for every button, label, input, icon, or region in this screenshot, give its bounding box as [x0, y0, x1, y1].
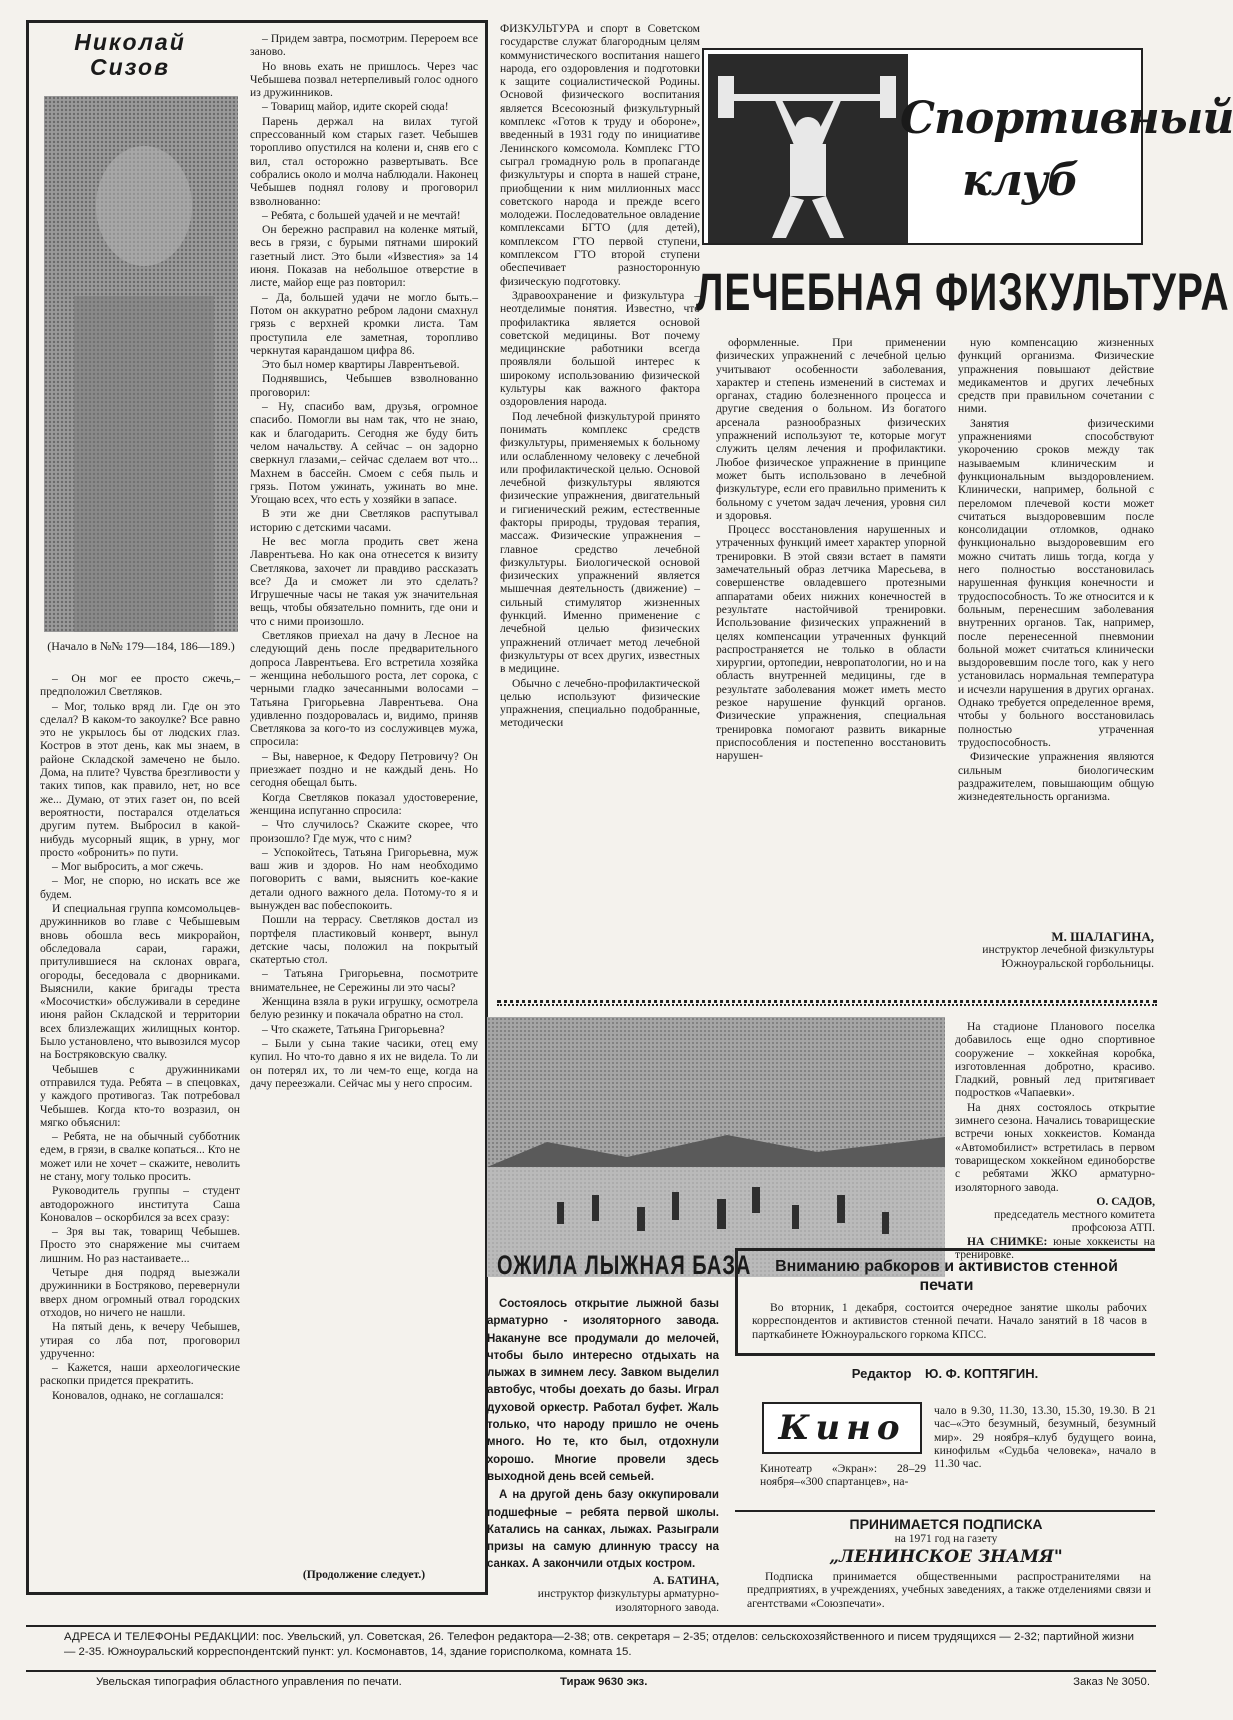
- serial-paragraph: – Зря вы так, товарищ Чебышев. Просто это снаряжение мы считаем лишним. Но раз настаиваете...: [40, 1225, 240, 1265]
- sportclub-paragraph: Физические упражнения являются сильным биологическим раздражителем, повышающим общую жизнедеятельность организма.: [958, 750, 1154, 804]
- serial-paragraph: – Что случилось? Скажите скорее, что произошло? Где муж, что с ним?: [250, 818, 478, 845]
- sportclub-column-1: [716, 336, 946, 993]
- author-portrait: [44, 96, 238, 632]
- fizkultura-lead-text: ФИЗКУЛЬТУРА и спорт в Советском государстве служат благородным целям коммунистического воспитания нашего народа, его оздоровления и подготовки к защите социалистической Родины. Основой физического воспитания является Всесоюзный физкультурный комплекс «Готов к труду и обороне», введенный в 1931 году по инициативе Ленинского комсомола. Комплекс ГТО сыграл громадную роль в пропаганде физкультуры и спорта в нашей стране, приобщении к ним миллионных масс советского народа и прежде всего молодежи. Последовательное овладение комплексами БГТО (для детей), комплексом ГТО первой ступени, комплексом ГТО второй ступени обеспечивает разносторонную физическую подготовку.: [500, 22, 700, 288]
- serial-paragraph: – Да, большей удачи не могло быть.– Потом он аккуратно ребром ладони смахнул грязь с верхней кромки листа. Там проступила еле заметная, торопливо черкнутая карандашом цифра 86.: [250, 290, 478, 357]
- serial-paragraph: – Ребята, с большей удачей и не мечтай!: [262, 208, 461, 222]
- serial-paragraph: Руководитель группы – студент автодорожного института Саша Коновалов – оскорбился за всех сразу:: [40, 1184, 240, 1224]
- hockey-text-1: На стадионе Планового поселка добавилось еще одно спортивное сооружение – хоккейная коробка, изготовленная добротно, красиво. Гладкий, ровный лед притягивает подростков «Чапаевки».: [955, 1020, 1155, 1100]
- serial-paragraph: Это был номер квартиры Лаврентьевой.: [262, 358, 460, 372]
- serial-paragraph: И специальная группа комсомольцев-дружинников во главе с Чебышевым вновь обошла весь микрорайон, обследовала сараи, гаражи, притулившиеся на склонах оврага, огороды, беседовала с дворниками. Выяснили, какие бригады треста «Мосочистки» обслуживали в середине июня район Складской и территории всех близлежащих жилищных контор. Было установлено, что вывозился мусор на Бостряковскую свалку.: [40, 902, 240, 1062]
- footer-printer: Увельская типография областного управления по печати.: [96, 1676, 402, 1688]
- serial-paragraph: Чебышев с дружинниками отправился туда. Ребята – в спецовках, у каждого противогаз. Так потребовал Чебышев. Когда кто-то возразил, он мягко объяснил:: [40, 1062, 240, 1129]
- serial-paragraph: – Мог, только вряд ли. Где он это сделал? В каком-то закоулке? Все равно это не укрылось бы от людских глаз. Костров в этот день, как мы знаем, в районе Складской замечено не было. Дома, на плите? Чувства брезгливости у таких типов, как правило, нет, но все же... Думаю, от этих газет он, по всей вероятности, постарался отделаться другим путем. Выбросил в какой-нибудь мусорный ящик, в урну, мог просто «обронить» по пути.: [40, 699, 240, 859]
- subscription-block: [735, 1516, 1157, 1611]
- ski-signature-role: инструктор физкультуры арматурно-изоляторного завода.: [537, 1587, 719, 1614]
- editor-line: [740, 1366, 1150, 1386]
- subscription-title: ПРИНИМАЕТСЯ ПОДПИСКА: [849, 1516, 1043, 1532]
- serial-paragraph: Он бережно расправил на коленке мятый, весь в грязи, с бурыми пятнами широкий газетный лист. Это были «Известия» за 14 июня. Показав на небольшое отверстие в листе, майор еще раз повторил:: [250, 223, 478, 290]
- serial-paragraph: – Ну, спасибо вам, друзья, огромное спасибо. Помогли вы нам так, что не знаю, как и благодарить. Сегодня же буду бить челом начальству. А сейчас – он задорно сверкнул глазами,– сейчас сделаем вот что... Махнем в бассейн. Смоем с себя пыль и грязь. Потом ужинать, ужинать во мне. Угощаю всех, что есть у хозяйки в запасе.: [250, 400, 478, 507]
- serial-paragraph: Не вес могла продить свет жена Лаврентьева. Но как она отнесется к визиту Светлякова, захочет ли правдиво рассказать все? Да и сможет ли это сделать? Игрушечные часы не такая уж значительная вещь, чтобы обязательно помнить, где они и что с ними произошло.: [250, 534, 478, 628]
- serial-paragraph: – Придем завтра, посмотрим. Перероем все заново.: [250, 32, 478, 59]
- serial-paragraph: В эти же дни Светляков распутывал историю с детскими часами.: [250, 507, 478, 534]
- editor-label: Редактор: [851, 1366, 912, 1381]
- portrait-image: [44, 96, 238, 632]
- footer-rule-2: [26, 1670, 1156, 1672]
- serial-author: Николай Сизов: [74, 29, 186, 80]
- kino-rule: [735, 1510, 1155, 1512]
- notice-title: Вниманию рабкоров и активистов стенной печати: [775, 1258, 1118, 1294]
- serial-paragraph: На пятый день, к вечеру Чебышев, утирая со лба пот, проговорил удрученно:: [40, 1320, 240, 1360]
- serial-paragraph: – Мог, не спорю, но искать все же будем.: [40, 874, 240, 901]
- kino-right: чало в 9.30, 11.30, 13.30, 15.30, 19.30. В 21 час–«Это безумный, безумный, безумный мир». 29 ноября–клуб будущего воина, кинофильм «Судьба человека», начало в 11.30 час.: [934, 1404, 1156, 1471]
- ski-signature: А. БАТИНА,: [652, 1574, 719, 1587]
- footer-zakaz: Заказ № 3050.: [1073, 1676, 1150, 1688]
- kino-left: Кинотеатр «Экран»: 28–29 ноября–«300 спартанцев», на-: [760, 1462, 926, 1489]
- sportclub-paragraph: Занятия физическими упражнениями способствуют укорочению сроков между так называемым клиническим и функциональным выздоровлением. Клинически, например, больной с переломом плечевой кости может считаться выздоровевшим после консолидации отломков, однако функционально выздоровевшим его можно считать лишь тогда, когда у него полностью восстановилась нарушенная функция конечности и трудоспособность. То же относится и к больным, перенесшим заболевания внутренних органов. Так, например, после перенесенной пневмонии больной может считаться клинически выздоровевшим после того, как у него установилась нормальная температура и исчезли нарушения в других органах. Однако требуется определенное время, чтобы у больного восстановилась полностью утраченная трудоспособность.: [958, 416, 1154, 749]
- serial-paragraph: Женщина взяла в руки игрушку, осмотрела белую резинку и покачала обратно на стол.: [250, 995, 478, 1022]
- serial-paragraph: – Что скажете, Татьяна Григорьевна?: [262, 1022, 445, 1036]
- hockey-caption-text: юные хоккеисты на тренировке.: [955, 1234, 1155, 1262]
- section-divider: [497, 1000, 1157, 1006]
- serial-paragraph: Светляков приехал на дачу в Лесное на следующий день после предварительного допроса Лаврентьева. Его встретила хозяйка – женщина небольшого роста, лет сорока, с черными гладко зачесанными волосами – Татьяна Григорьевна Лаврентьева. Она удивленно поздоровалась и, видимо, приняв Светлякова за кого-то из сослуживцев мужа, спросила:: [250, 629, 478, 749]
- ski-paragraph: Состоялось открытие лыжной базы арматурно - изоляторного завода. Накануне все продумали до мелочей, чтобы было интересно отдыхать на лыжах в зимнем лесу. Завком выделил автобус, чтобы доехать до базы. Играл духовой оркестр. Работал буфет. Жаль только, что народу пришло не очень много. Но те, кто был, отдохнули хорошо. Многие провели здесь выходной день всей семьей.: [487, 1298, 719, 1483]
- ski-headline: ОЖИЛА ЛЫЖНАЯ БАЗА: [497, 1251, 752, 1281]
- serial-paragraph: Но вновь ехать не пришлось. Через час Чебышева позвал нетерпеливый голос одного из дружинников.: [250, 59, 478, 100]
- hockey-signature-role: председатель местного комитета профсоюза АТП.: [994, 1208, 1155, 1235]
- kino-logo-text: Кино: [778, 1408, 906, 1448]
- ski-paragraph: А на другой день базу оккупировали подшефные – ребята первой школы. Катались на санках, лыжах. Разыграли призы на самую длинную трассу на санках. А закончили отдых костром.: [487, 1489, 719, 1571]
- notice-box: [735, 1248, 1155, 1356]
- serial-caption: (Начало в №№ 179—184, 186—189.): [47, 639, 235, 653]
- serial-paragraph: – Были у сына такие часики, отец ему купил. Но что-то давно я их не видела. То ли он потерял их, то ли чем-то еще, когда на дачу переезжали. Сейчас мы у него спросим.: [250, 1036, 478, 1090]
- serial-paragraph: Поднявшись, Чебышев взволнованно проговорил:: [250, 372, 478, 399]
- serial-paragraph: – Ребята, не на обычный субботник едем, в грязи, в свалке копаться... Кто не может или не хочет – скажите, неволить не стану, могу только просить.: [40, 1130, 240, 1183]
- serial-column-2: [250, 32, 478, 1567]
- serial-paragraph: – Он мог ее просто сжечь,– предположил Светляков.: [40, 672, 240, 699]
- hockey-article: [955, 1020, 1155, 1280]
- subscription-text: Подписка принимается общественными распространителями на предприятиях, в учреждениях, учебных заведениях, а также отделениями связи и агентствами «Союзпечати».: [747, 1570, 1151, 1610]
- serial-paragraph: – Татьяна Григорьевна, посмотрите внимательнее, не Сережины ли это часы?: [250, 967, 478, 994]
- serial-paragraph: Четыре дня подряд выезжали дружинники в Бостряково, перевернули вверх дном огромный отвал городских отходов, но ничего не нашли.: [40, 1266, 240, 1319]
- serial-paragraph: Парень держал на вилах тугой спрессованный ком старых газет. Чебышев торопливо опустился на колени и, сняв его с вил, стал осторожно развертывать. Все собрались около и молча наблюдали. Наконец Чебышев поднял голову и проговорил взволнованно:: [250, 114, 478, 208]
- serial-paragraph: – Товарищ майор, идите скорей сюда!: [262, 100, 449, 114]
- serial-paragraph: Когда Светляков показал удостоверение, женщина испуганно спросила:: [250, 790, 478, 817]
- serial-paragraph: – Мог выбросить, а мог сжечь.: [52, 860, 204, 874]
- fizkultura-lead: [500, 22, 700, 994]
- fizkultura-paragraph: Под лечебной физкультурой принято понимать комплекс средств физкультуры, применяемых к больному или ослабленному человеку с лечебной или профилактической целью. Основой лечебной физкультуры являются физические упражнения, двигательный и гигиенический режим, естественные факторы природы, трудовая терапия, массаж. Физические упражнения – главное средство лечебной физкультуры. Биологической основой физических упражнений является мышечная деятельность (движение) – сильный стимулятор жизненных функций. Именно применение с лечебной целью физических упражнений отличает метод лечебной физкультуры от всех других, известных в медицине.: [500, 409, 700, 676]
- editor-name: Ю. Ф. КОПТЯГИН.: [925, 1366, 1039, 1381]
- footer-tirazh: Тираж 9630 экз.: [560, 1676, 648, 1688]
- footer-rule: [26, 1625, 1156, 1627]
- footer-address: АДРЕСА И ТЕЛЕФОНЫ РЕДАКЦИИ: пос. Увельский, ул. Советская, 26. Телефон редактора—2-38; отв. секретаря – 2-35; отделов: сельскохозяйственного и писем трудящихся — 2-32; партийной жизни — 2-35. Южноуральский корреспондентский пункт: ул. Космонавтов, 14, здание горисполкома, комната 15.: [64, 1631, 1134, 1658]
- fizkultura-paragraph: Обычно с лечебно-профилактической целью используют физические упражнения, специально подобранные, методически: [500, 676, 700, 730]
- serial-paragraph: Коновалов, однако, не соглашался:: [52, 1388, 224, 1402]
- serial-continued: (Продолжение следует.): [302, 1568, 426, 1581]
- serial-paragraph: – Вы, наверное, к Федору Петровичу? Он приезжает поздно и не каждый день. Но сегодня обещал быть.: [250, 749, 478, 790]
- sportclub-signature-name: М. ШАЛАГИНА,: [1051, 929, 1154, 944]
- serial-paragraph: Пошли на террасу. Светляков достал из портфеля пластиковый конверт, вынул детские часы, положил на покрытый скатертью стол.: [250, 913, 478, 967]
- sportclub-paragraph: Процесс восстановления нарушенных и утраченных функций имеет характер упорной тренировки. В этой связи встает в памяти замечательный образ летчика Маресьева, в совершенстве овладевшего протезными аппаратами обеих нижних конечностей в результате настойчивой тренировки. Использование физических упражнений в целях компенсации утраченных функций распространяется не только в области хирургии, ортопедии, невропатологии, но и на область внутренней медицины, где в результате заболевания может иметь место резкое нарушение функций органов. Физические упражнения, специальная тренировка помогают развить викарные приспособления и постепенно восстановить нарушен-: [716, 523, 946, 763]
- sportclub-signature-role: инструктор лечебной физкультуры Южноуральской горбольницы.: [982, 943, 1154, 970]
- sportclub-column-2: [958, 336, 1154, 891]
- notice-text: Во вторник, 1 декабря, состоится очередное занятие школы рабочих корреспондентов и активистов стенной печати. Начало занятий в 18 часов в парткабинете Южноуральского горкома КПСС.: [752, 1301, 1147, 1341]
- sportclub-masthead-text: Спортивный клуб: [900, 93, 1233, 206]
- serial-paragraph: – Кажется, наши археологические раскопки придется прекратить.: [40, 1361, 240, 1388]
- fizkultura-paragraphs: [500, 289, 700, 730]
- serial-paragraph: – Успокойтесь, Татьяна Григорьевна, муж ваш жив и здоров. Но нам необходимо поговорить с вами, выяснить кое-какие детали одного важного дела. Потому-то я и вынужден вас побеспокоить.: [250, 845, 478, 912]
- hockey-signature: О. САДОВ,: [1096, 1194, 1155, 1208]
- sportclub-paragraph: ную компенсацию жизненных функций организма. Физические упражнения повышают действие медикаментов и других лечебных средств при правильном сочетании с ними.: [958, 336, 1154, 416]
- ski-signature-block: [487, 1574, 719, 1614]
- ski-article: [487, 1296, 719, 1621]
- hockey-text-2: На днях состоялось открытие зимнего сезона. Начались товарищеские встречи юных хоккеистов. Команда «Автомобилист» встретилась в первом товарищеском хоккейном единоборстве с ребятами ЖКО арматурно-изоляторного завода.: [955, 1100, 1155, 1194]
- subscription-paper: „ЛЕНИНСКОЕ ЗНАМЯ": [829, 1547, 1063, 1567]
- kino-logo: [762, 1402, 922, 1454]
- subscription-sub: на 1971 год на газету: [894, 1533, 998, 1545]
- sportclub-signature: [958, 930, 1154, 970]
- fizkultura-paragraph: Здравоохранение и физкультура – неотделимые понятия. Известно, что профилактика является основой советской медицины. Вот почему медицинские работники всегда проявляли большой интерес к широкому использованию физической культуры как важного фактора оздоровления народа.: [500, 288, 700, 409]
- hockey-caption-label: НА СНИМКЕ:: [967, 1234, 1048, 1248]
- sportclub-headline: ЛЕЧЕБНАЯ ФИЗКУЛЬТУРА: [696, 264, 1230, 323]
- serial-column-1: [40, 672, 240, 1587]
- sportclub-paragraph: оформленные. При применении физических упражнений с лечебной целью учитывают особенности заболевания, характер и степень изменений в системах и органах, стадию болезненного процесса и другие сведения о больном. Из богатого арсенала разнообразных физических упражнений используют те, которые могут служить целям лечения и профилактики. Любое физическое упражнение в принципе может быть использовано в лечебной физкультуре, если его правильно применить к больному с учетом задач лечения, уровня сил и здоровья.: [716, 336, 946, 522]
- sportclub-masthead: [702, 48, 1233, 245]
